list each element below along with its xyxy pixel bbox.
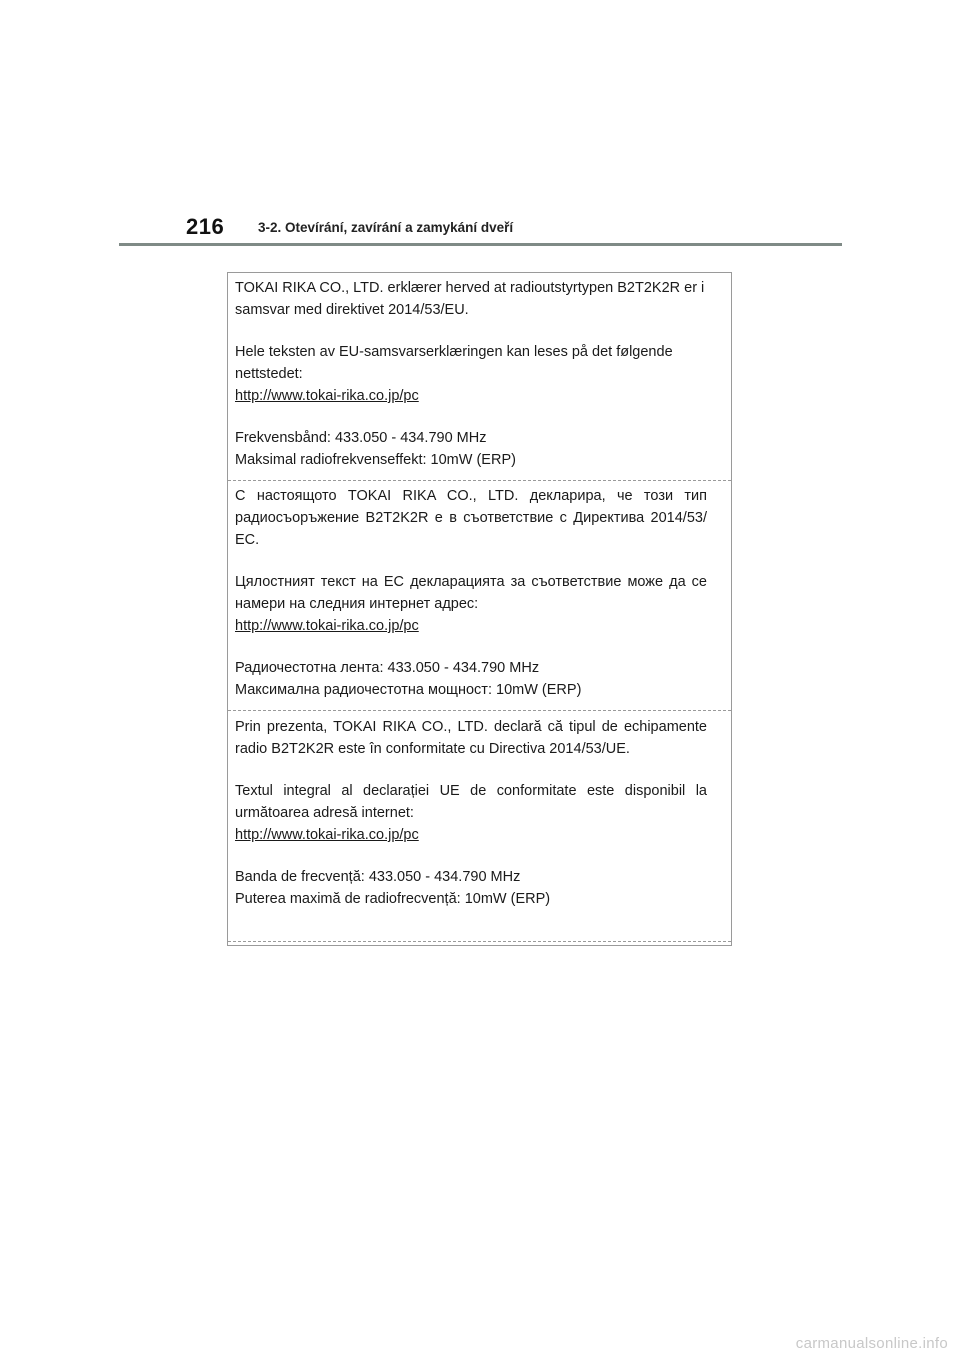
page-header xyxy=(0,0,960,250)
declaration-link[interactable]: http://www.tokai-rika.co.jp/pc xyxy=(235,827,419,843)
declaration-box xyxy=(227,272,732,946)
declaration-text: TOKAI RIKA CO., LTD. erklærer herved at radioutstyrtypen B2T2K2R er i samsvar med direktivet 2014/53/EU. xyxy=(235,280,705,318)
declaration-block-bulgarian xyxy=(235,485,707,701)
header-divider xyxy=(119,243,842,246)
frequency-band: Frekvensbånd: 433.050 - 434.790 MHz xyxy=(235,430,487,446)
full-text-notice: Цялостният текст на ЕС декларацията за съответствие може да се намери на следния интернет адрес: xyxy=(235,574,707,612)
declaration-block-norwegian xyxy=(235,277,707,471)
max-power: Puterea maximă de radiofrecvență: 10mW (ERP) xyxy=(235,891,551,907)
declaration-link[interactable]: http://www.tokai-rika.co.jp/pc xyxy=(235,388,419,404)
block-divider xyxy=(228,710,731,711)
frequency-band: Banda de frecvență: 433.050 - 434.790 MHz xyxy=(235,869,521,885)
full-text-notice: Hele teksten av EU-samsvarserklæringen kan leses på det følgende nettstedet: xyxy=(235,344,673,382)
frequency-band: Радиочестотна лента: 433.050 - 434.790 MHz xyxy=(235,660,540,676)
declaration-text: Prin prezenta, TOKAI RIKA CO., LTD. declară că tipul de echipamente radio B2T2K2R este în conformitate cu Directiva 2014/53/UE. xyxy=(235,719,707,757)
block-divider xyxy=(228,941,731,942)
site-watermark: carmanualsonline.info xyxy=(795,1335,948,1352)
full-text-notice: Textul integral al declarației UE de conformitate este disponibil la următoarea adresă internet: xyxy=(235,783,707,821)
max-power: Максимална радиочестотна мощност: 10mW (ERP) xyxy=(235,682,582,698)
declaration-text: С настоящото TOKAI RIKA CO., LTD. декларира, че този тип радиосъоръжение B2T2K2R е в съответствие с Директива 2014/53/ЕС. xyxy=(235,488,707,548)
section-title: 3-2. Otevírání, zavírání a zamykání dveří xyxy=(258,220,514,235)
declaration-block-romanian xyxy=(235,716,707,910)
max-power: Maksimal radiofrekvenseffekt: 10mW (ERP) xyxy=(235,452,516,468)
block-divider xyxy=(228,480,731,481)
page-number: 216 xyxy=(186,214,225,239)
declaration-link[interactable]: http://www.tokai-rika.co.jp/pc xyxy=(235,618,419,634)
